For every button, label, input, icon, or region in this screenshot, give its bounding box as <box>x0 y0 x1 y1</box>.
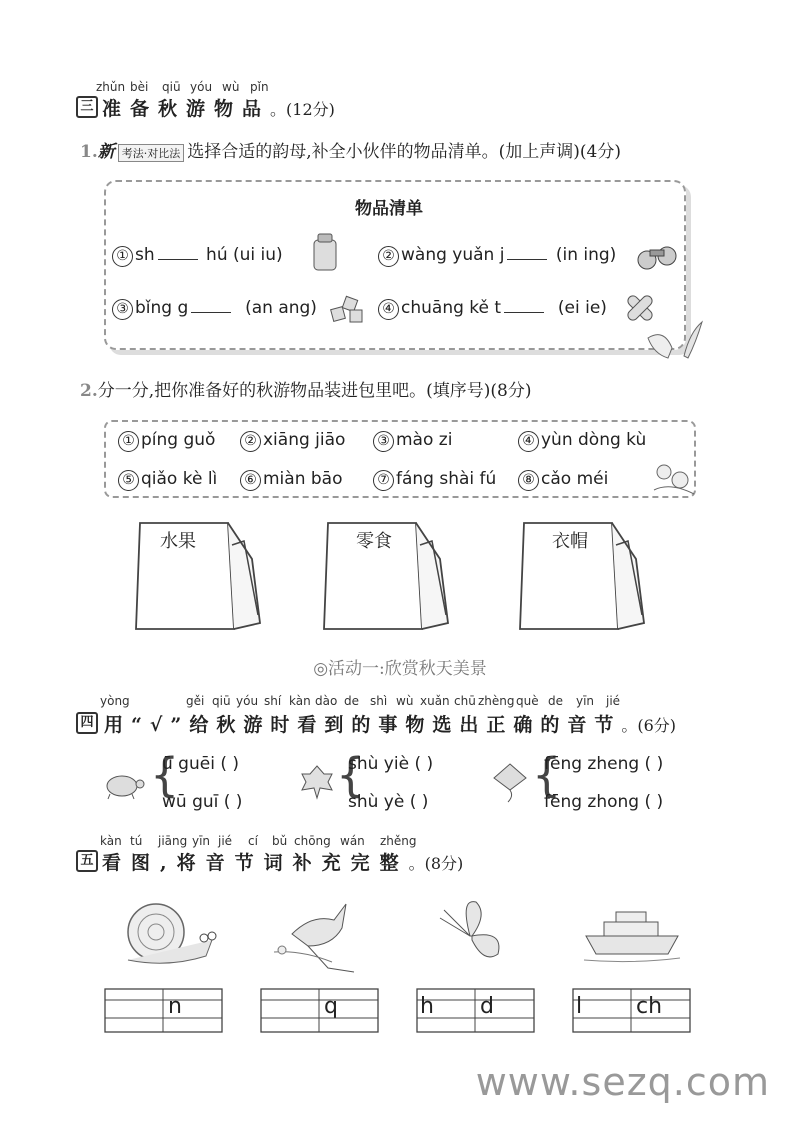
butterfly-icon <box>436 896 506 970</box>
q2-item-1: ① píng guǒ <box>118 430 215 452</box>
q1-item-3: ③ bǐng g (an ang) <box>112 298 317 320</box>
q2-item-7: ⑦ fáng shài fú <box>373 469 496 491</box>
q2-item-3: ③ mào zi <box>373 430 452 452</box>
grid-4-left: l <box>576 994 583 1019</box>
q2-item-2: ② xiāng jiāo <box>240 430 345 452</box>
grid-1-right: n <box>168 994 182 1019</box>
q2-item-8: ⑧ cǎo méi <box>518 469 608 491</box>
leaf-option-2[interactable]: shù yè ( ) <box>348 792 429 812</box>
answer-blank[interactable] <box>504 311 544 313</box>
q1-item-1: ① sh hú (ui iu) <box>112 245 283 267</box>
grid-2-right: q <box>324 994 338 1019</box>
q2-instruction-line: 2.分一分,把你准备好的秋游物品装进包里吧。(填序号)(8分) <box>80 381 532 401</box>
section-5-badge: 五 <box>76 850 98 872</box>
turtle-option-2[interactable]: wū guī ( ) <box>162 792 243 812</box>
watermark: www.sezq.com <box>475 1060 770 1104</box>
ship-icon <box>582 904 682 964</box>
q2-item-5: ⑤ qiǎo kè lì <box>118 469 217 491</box>
item-list-title: 物品清单 <box>355 199 423 219</box>
grid-4-right: ch <box>636 994 663 1019</box>
section-3-title: 准备秋游物品。(12分) <box>102 98 335 120</box>
plant-decoration-icon <box>644 318 704 362</box>
turtle-option-1[interactable]: ū guēi ( ) <box>162 754 239 774</box>
brace: { <box>150 748 180 802</box>
grid-3-left: h <box>420 994 434 1019</box>
q1-instruction-line: 1.新 考法·对比法 选择合适的韵母,补全小伙伴的物品清单。(加上声调)(4分) <box>80 142 621 162</box>
snail-icon <box>118 896 218 972</box>
section-3-badge: 三 <box>76 96 98 118</box>
fruit-bag-label: 水果 <box>160 531 196 552</box>
grid-3-right: d <box>480 994 494 1019</box>
activity-heading: ◎活动一:欣赏秋天美景 <box>313 659 487 679</box>
answer-blank[interactable] <box>191 311 231 313</box>
biscuits-icon <box>330 294 368 326</box>
bird-icon <box>272 894 362 976</box>
clothes-bag-label: 衣帽 <box>552 531 588 552</box>
answer-blank[interactable] <box>158 258 198 260</box>
snack-bag-label: 零食 <box>356 531 392 552</box>
leaf-icon <box>300 764 334 800</box>
q1-item-4: ④ chuāng kě t (ei ie) <box>378 298 607 320</box>
section-4-title: 用“√”给秋游时看到的事物选出正确的音节。(6分) <box>104 714 677 736</box>
flower-decoration-icon <box>650 460 698 498</box>
kite-icon <box>488 760 532 804</box>
q2-item-6: ⑥ miàn bāo <box>240 469 343 491</box>
binoculars-icon <box>636 238 678 272</box>
q1-item-2: ② wàng yuǎn j (in ing) <box>378 245 616 267</box>
section-4-badge: 四 <box>76 712 98 734</box>
section-5-title: 看图,将音节词补充完整。(8分) <box>102 852 464 874</box>
kite-option-1[interactable]: fēng zheng ( ) <box>544 754 664 774</box>
thermos-icon <box>310 232 340 272</box>
fruit-bag[interactable] <box>134 515 264 635</box>
turtle-icon <box>100 766 146 802</box>
q2-item-4: ④ yùn dòng kù <box>518 430 646 452</box>
brace: { <box>336 748 366 802</box>
brace: { <box>532 748 562 802</box>
kite-option-2[interactable]: fēng zhong ( ) <box>544 792 664 812</box>
leaf-option-1[interactable]: shù yiè ( ) <box>348 754 434 774</box>
answer-blank[interactable] <box>507 258 547 260</box>
